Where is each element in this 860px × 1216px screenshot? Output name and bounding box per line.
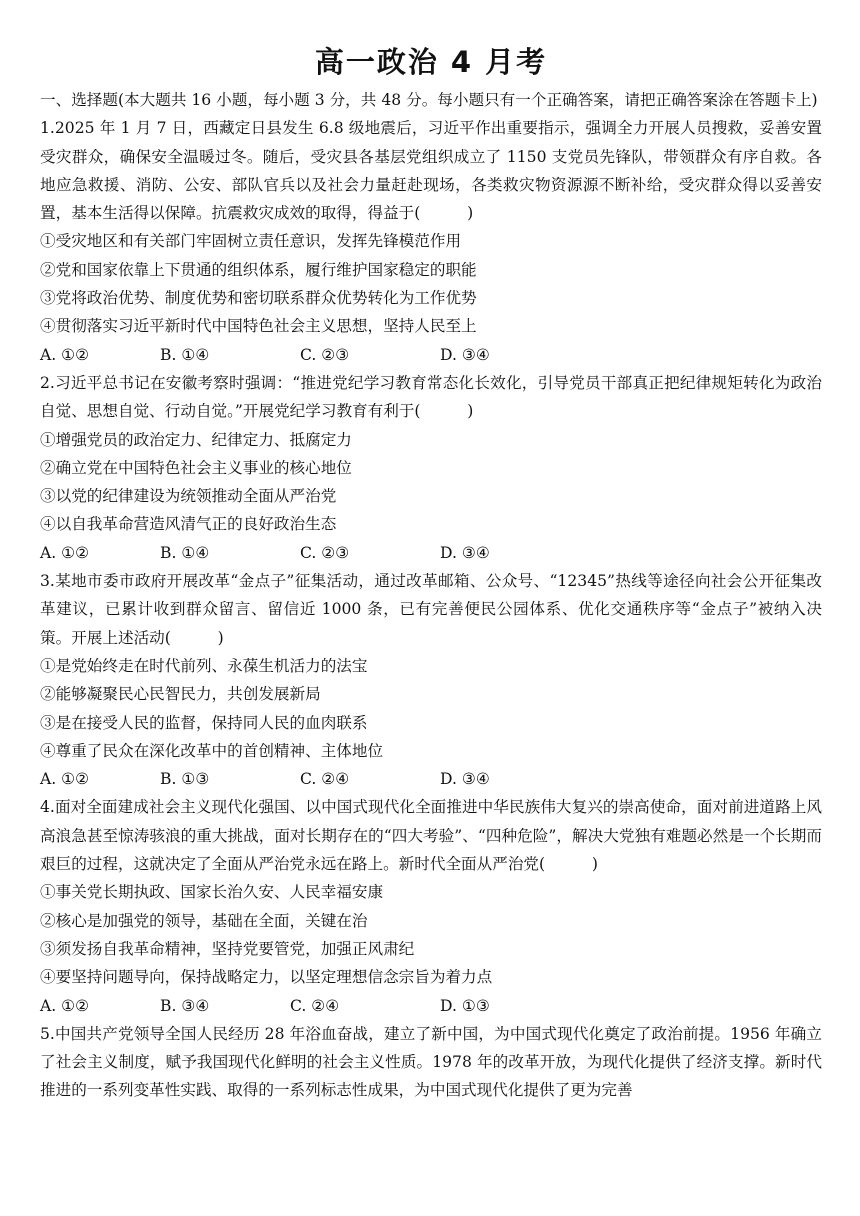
question-stem: 5.中国共产党领导全国人民经历 28 年浴血奋战，建立了新中国，为中国式现代化奠定了政治前提。1956 年确立了社会主义制度，赋予我国现代化鲜明的社会主义性质。1978 年的改革开放，为现代化提供了经济支撑。新时代推进的一系列变革性实践、取得的一系列标志性成果，为中国式现代化提供了更为完善 bbox=[40, 1024, 822, 1100]
choice-a: A. ①② bbox=[40, 770, 90, 789]
option-statement: ④贯彻落实习近平新时代中国特色社会主义思想，坚持人民至上 bbox=[40, 317, 477, 336]
choice-a: A. ①② bbox=[40, 543, 90, 562]
answer-choices bbox=[40, 539, 822, 567]
question-4 bbox=[40, 793, 822, 1019]
question-stem: 2.习近平总书记在安徽考察时强调：“推进党纪学习教育常态化长效化，引导党员干部真正把纪律规矩转化为政治自觉、思想自觉、行动自觉。”开展党纪学习教育有利于( ) bbox=[40, 373, 822, 421]
option-statement: ①事关党长期执政、国家长治久安、人民幸福安康 bbox=[40, 883, 384, 902]
choice-b: B. ①④ bbox=[160, 543, 210, 562]
choice-a: A. ①② bbox=[40, 345, 90, 364]
choice-c: C. ②③ bbox=[300, 543, 350, 562]
option-statement: ①增强党员的政治定力、纪律定力、抵腐定力 bbox=[40, 430, 352, 449]
question-1 bbox=[40, 114, 822, 369]
option-statement: ④尊重了民众在深化改革中的首创精神、主体地位 bbox=[40, 741, 384, 760]
option-statement: ③须发扬自我革命精神，坚持党要管党，加强正风肃纪 bbox=[40, 939, 415, 958]
option-statement: ①是党始终走在时代前列、永葆生机活力的法宝 bbox=[40, 656, 368, 675]
option-statement: ②党和国家依靠上下贯通的组织体系，履行维护国家稳定的职能 bbox=[40, 260, 477, 279]
answer-choices bbox=[40, 992, 822, 1020]
choice-b: B. ①④ bbox=[160, 345, 210, 364]
answer-choices bbox=[40, 341, 822, 369]
option-statement: ④要坚持问题导向，保持战略定力，以坚定理想信念宗旨为着力点 bbox=[40, 968, 493, 987]
option-statement: ③是在接受人民的监督，保持同人民的血肉联系 bbox=[40, 713, 368, 732]
section-header: 一、选择题(本大题共 16 小题，每小题 3 分，共 48 分。每小题只有一个正确答案，请把正确答案涂在答题卡上) bbox=[40, 91, 818, 109]
option-statement: ③党将政治优势、制度优势和密切联系群众优势转化为工作优势 bbox=[40, 289, 477, 308]
option-statement: ②能够凝聚民心民智民力，共创发展新局 bbox=[40, 685, 321, 704]
choice-a: A. ①② bbox=[40, 996, 90, 1015]
choice-d: D. ③④ bbox=[440, 770, 490, 789]
question-3 bbox=[40, 567, 822, 793]
option-statement: ②核心是加强党的领导，基础在全面，关键在治 bbox=[40, 911, 368, 930]
option-statement: ①受灾地区和有关部门牢固树立责任意识，发挥先锋模范作用 bbox=[40, 232, 462, 251]
option-statement: ②确立党在中国特色社会主义事业的核心地位 bbox=[40, 458, 352, 477]
question-stem: 1.2025 年 1 月 7 日，西藏定日县发生 6.8 级地震后，习近平作出重要指示，强调全力开展人员搜救，妥善安置受灾群众，确保安全温暖过冬。随后，受灾县各基层党组织成立了 1150 支党员先锋队，带领群众有序自救。各地应急救援、消防、公安、部队官兵以及社会力量赶赴现场，各类救灾物资源源不断补给，受灾群众得以妥善安置，基本生活得以保障。抗震救灾成效的取得，得益于( ) bbox=[40, 119, 822, 223]
choice-c: C. ②④ bbox=[300, 770, 350, 789]
choice-b: B. ③④ bbox=[160, 996, 210, 1015]
choice-d: D. ③④ bbox=[440, 345, 490, 364]
question-stem: 3.某地市委市政府开展改革“金点子”征集活动，通过改革邮箱、公众号、“12345”热线等途径向社会公开征集改革建议，已累计收到群众留言、留信近 1000 条，已有完善便民公园体系、优化交通秩序等“金点子”被纳入决策。开展上述活动( ) bbox=[40, 572, 822, 647]
answer-choices bbox=[40, 765, 822, 793]
choice-c: C. ②④ bbox=[290, 996, 340, 1015]
choice-c: C. ②③ bbox=[300, 345, 350, 364]
choice-d: D. ③④ bbox=[440, 543, 490, 562]
exam-title: 高一政治 4 月考 bbox=[314, 45, 548, 79]
option-statement: ③以党的纪律建设为统领推动全面从严治党 bbox=[40, 487, 337, 506]
choice-d: D. ①③ bbox=[440, 996, 490, 1015]
question-2 bbox=[40, 369, 822, 567]
question-5 bbox=[40, 1020, 822, 1105]
question-stem: 4.面对全面建成社会主义现代化强国、以中国式现代化全面推进中华民族伟大复兴的崇高使命，面对前进道路上风高浪急甚至惊涛骇浪的重大挑战，面对长期存在的“四大考验”、“四种危险”，解决大党独有难题必然是一个长期而艰巨的过程，这就决定了全面从严治党永远在路上。新时代全面从严治党( ) bbox=[40, 798, 822, 874]
option-statement: ④以自我革命营造风清气正的良好政治生态 bbox=[40, 515, 337, 534]
choice-b: B. ①③ bbox=[160, 770, 210, 789]
